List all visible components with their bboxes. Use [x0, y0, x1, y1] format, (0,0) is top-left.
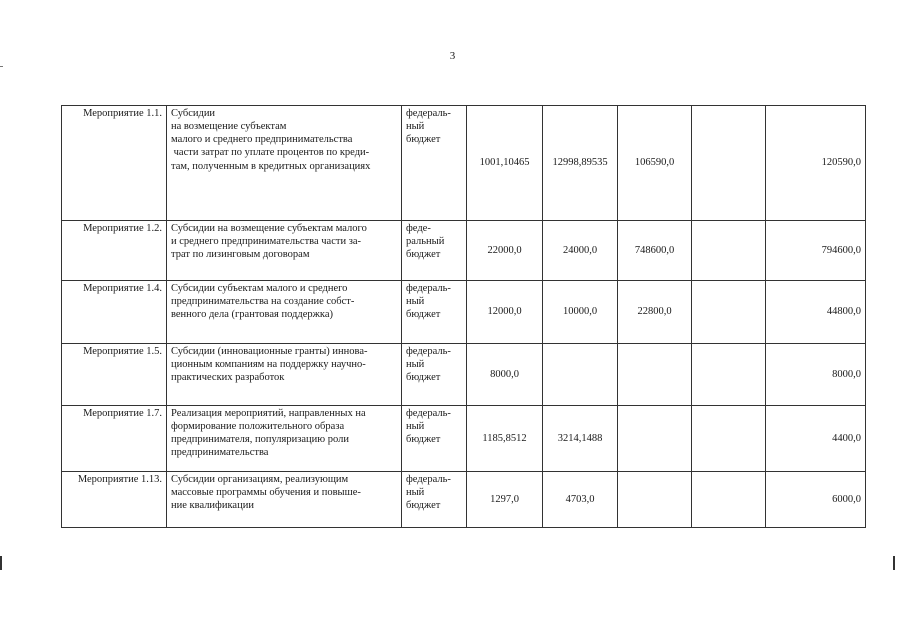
- description-cell: [167, 344, 402, 406]
- budget-table: [61, 105, 866, 528]
- description-line: там, полученным в кредитных организациях: [171, 160, 371, 172]
- table-row: [62, 221, 866, 281]
- description-line: предпринимательства: [171, 447, 269, 459]
- funding-source-line: ральный: [406, 236, 445, 248]
- value-cell-1: 1297,0: [467, 472, 543, 528]
- value-cell-3: [618, 472, 692, 528]
- table-row: [62, 344, 866, 406]
- event-cell: Мероприятие 1.1.: [62, 106, 167, 221]
- funding-source-line: федераль-: [406, 108, 451, 119]
- funding-source-line: ный: [406, 421, 425, 433]
- funding-source-line: феде-: [406, 223, 431, 234]
- funding-source-cell: [402, 221, 467, 281]
- value-cell-2: 4703,0: [543, 472, 618, 528]
- description-line: Субсидии субъектам малого и среднего: [171, 283, 348, 294]
- table-row: [62, 406, 866, 472]
- scan-margin-mark-right: [893, 556, 895, 570]
- value-cell-1: 1185,8512: [467, 406, 543, 472]
- description-cell: [167, 106, 402, 221]
- value-cell-1: 1001,10465: [467, 106, 543, 221]
- value-cell-1: 22000,0: [467, 221, 543, 281]
- description-line: ционным компаниям на поддержку научно-: [171, 359, 366, 371]
- funding-source-line: федераль-: [406, 474, 451, 485]
- funding-source-line: федераль-: [406, 283, 451, 294]
- description-cell: [167, 472, 402, 528]
- event-cell: Мероприятие 1.5.: [62, 344, 167, 406]
- funding-source-line: ный: [406, 296, 425, 308]
- funding-source-line: бюджет: [406, 134, 441, 146]
- event-cell: Мероприятие 1.13.: [62, 472, 167, 528]
- funding-source-line: федераль-: [406, 346, 451, 357]
- funding-source-line: ный: [406, 121, 425, 133]
- value-cell-3: [618, 406, 692, 472]
- total-cell: 4400,0: [766, 406, 866, 472]
- description-line: трат по лизинговым договорам: [171, 249, 310, 261]
- value-cell-4: [692, 406, 766, 472]
- event-cell: Мероприятие 1.7.: [62, 406, 167, 472]
- value-cell-3: 748600,0: [618, 221, 692, 281]
- value-cell-3: [618, 344, 692, 406]
- total-cell: 8000,0: [766, 344, 866, 406]
- scan-margin-mark-left: [0, 556, 2, 570]
- table-row: [62, 281, 866, 344]
- description-line: Субсидии на возмещение субъектам малого: [171, 223, 367, 234]
- description-cell: [167, 281, 402, 344]
- funding-source-line: бюджет: [406, 249, 441, 261]
- funding-source-line: бюджет: [406, 372, 441, 384]
- description-line: Субсидии организациям, реализующим: [171, 474, 349, 485]
- total-cell: 44800,0: [766, 281, 866, 344]
- value-cell-4: [692, 281, 766, 344]
- funding-source-line: федераль-: [406, 408, 451, 419]
- description-line: массовые программы обучения и повыше-: [171, 487, 361, 499]
- funding-source-cell: [402, 106, 467, 221]
- table-row: [62, 472, 866, 528]
- value-cell-2: 10000,0: [543, 281, 618, 344]
- description-line: предпринимателя, популяризацию роли: [171, 434, 349, 446]
- page-number: 3: [449, 50, 456, 62]
- description-line: Реализация мероприятий, направленных на: [171, 408, 366, 419]
- funding-source-cell: [402, 281, 467, 344]
- value-cell-3: 22800,0: [618, 281, 692, 344]
- description-line: формирование положительного образа: [171, 421, 345, 433]
- description-cell: [167, 221, 402, 281]
- funding-source-cell: [402, 344, 467, 406]
- value-cell-4: [692, 344, 766, 406]
- funding-source-line: бюджет: [406, 500, 441, 512]
- value-cell-4: [692, 106, 766, 221]
- value-cell-4: [692, 221, 766, 281]
- description-line: Субсидии: [171, 108, 216, 119]
- funding-source-line: ный: [406, 359, 425, 371]
- description-cell: [167, 406, 402, 472]
- description-line: на возмещение субъектам: [171, 121, 287, 133]
- event-cell: Мероприятие 1.2.: [62, 221, 167, 281]
- table-row: [62, 106, 866, 221]
- funding-source-cell: [402, 472, 467, 528]
- funding-source-line: ный: [406, 487, 425, 499]
- funding-source-cell: [402, 406, 467, 472]
- event-cell: Мероприятие 1.4.: [62, 281, 167, 344]
- description-line: ние квалификации: [171, 500, 254, 512]
- description-line: части затрат по уплате процентов по креди-: [171, 147, 370, 159]
- value-cell-2: [543, 344, 618, 406]
- funding-source-line: бюджет: [406, 434, 441, 446]
- funding-source-line: бюджет: [406, 309, 441, 321]
- value-cell-4: [692, 472, 766, 528]
- description-line: малого и среднего предпринимательства: [171, 134, 353, 146]
- total-cell: 6000,0: [766, 472, 866, 528]
- value-cell-2: 12998,89535: [543, 106, 618, 221]
- value-cell-1: 12000,0: [467, 281, 543, 344]
- value-cell-1: 8000,0: [467, 344, 543, 406]
- total-cell: 120590,0: [766, 106, 866, 221]
- description-line: и среднего предпринимательства части за-: [171, 236, 362, 248]
- description-line: предпринимательства на создание собст-: [171, 296, 355, 308]
- description-line: венного дела (грантовая поддержка): [171, 309, 333, 321]
- value-cell-2: 24000,0: [543, 221, 618, 281]
- value-cell-3: 106590,0: [618, 106, 692, 221]
- total-cell: 794600,0: [766, 221, 866, 281]
- description-line: практических разработок: [171, 372, 285, 384]
- value-cell-2: 3214,1488: [543, 406, 618, 472]
- scan-margin-tick: [0, 66, 3, 67]
- description-line: Субсидии (инновационные гранты) иннова-: [171, 346, 368, 357]
